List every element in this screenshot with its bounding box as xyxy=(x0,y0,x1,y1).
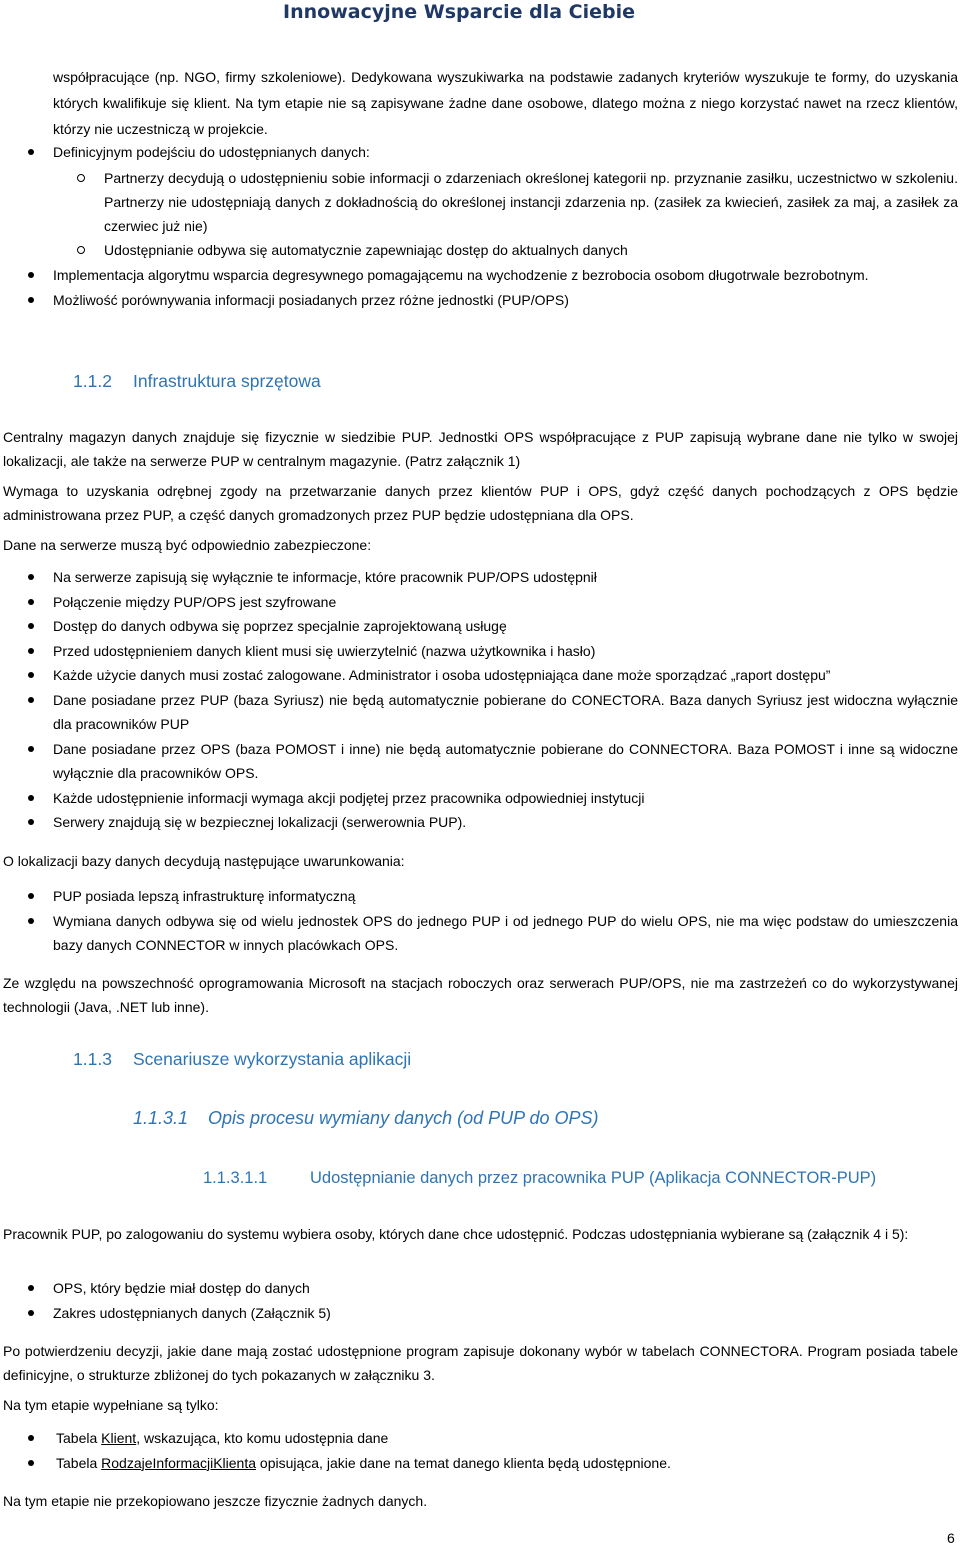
section-number: 1.1.3.1.1 xyxy=(203,1169,268,1187)
list-item xyxy=(0,810,958,835)
list-item-prefix: Tabela xyxy=(56,1454,102,1471)
bullet-text: Możliwość porównywania informacji posiadanych przez różne jednostki (PUP/OPS) xyxy=(53,292,569,308)
paragraph-final: Na tym etapie nie przekopiowano jeszcze fizycznie żadnych danych. xyxy=(3,1493,428,1509)
list-item xyxy=(0,140,958,262)
section-number: 1.1.2 xyxy=(73,371,112,391)
paragraph-security-intro: Dane na serwerze muszą być odpowiednio zabezpieczone: xyxy=(3,537,372,553)
bullet-icon xyxy=(28,574,34,580)
circle-bullet-icon xyxy=(77,174,85,182)
list-item xyxy=(0,1276,958,1301)
section-title: Scenariusze wykorzystania aplikacji xyxy=(133,1049,412,1069)
list-item xyxy=(0,884,958,909)
list-item-text: Połączenie między PUP/OPS jest szyfrowane xyxy=(53,593,337,610)
list-item xyxy=(0,288,958,312)
list-item-text: Każde udostępnienie informacji wymaga akcji podjętej przez pracownika odpowiedniej instytucji xyxy=(53,789,645,806)
list-item-text: Na serwerze zapisują się wyłącznie te informacje, które pracownik PUP/OPS udostępnił xyxy=(53,569,597,585)
list-item xyxy=(0,263,958,287)
bullet-icon xyxy=(28,599,34,605)
bullet-icon xyxy=(28,272,34,278)
sub-bullet-text: Udostępnianie odbywa się automatycznie zapewniając dostęp do aktualnych danych xyxy=(104,242,628,258)
section-heading-1-1-3 xyxy=(73,1047,411,1071)
section-title: Udostępnianie danych przez pracownika PUP (Aplikacja CONNECTOR-PUP) xyxy=(310,1169,877,1187)
list-item-text: Każde użycie danych musi zostać zalogowane. Administrator i osoba udostępniająca dane może sporządzać „raport dostępu” xyxy=(53,667,831,683)
paragraph-technology: Ze względu na powszechność oprogramowania Microsoft na stacjach roboczych oraz serwerach PUP/OPS, nie ma zastrzeżeń co do wykorzystywanej technologii (Java, .NET lub inne). xyxy=(3,975,958,1015)
sub-list-item xyxy=(0,166,958,238)
list-item xyxy=(0,909,958,958)
list-item xyxy=(0,590,958,615)
list-item-prefix: Tabela xyxy=(56,1430,102,1446)
table-name-rodzaje: RodzajeInformacjiKlienta xyxy=(101,1454,257,1471)
security-list xyxy=(0,565,958,835)
list-item-text: Wymiana danych odbywa się od wielu jednostek OPS do jednego PUP i od jednego PUP do wielu OPS, nie ma więc podstaw do umieszczenia bazy danych CONNECTOR w innych placówkach OPS. xyxy=(53,912,958,953)
list-item xyxy=(0,639,958,664)
section-title: Infrastruktura sprzętowa xyxy=(133,371,321,391)
list-item-text: Dane posiadane przez OPS (baza POMOST i inne) nie będą automatycznie pobierane do CONNECTORA. Baza POMOST i inne są widoczne wyłącznie dla pracowników OPS. xyxy=(53,740,958,781)
bullet-icon xyxy=(28,1285,34,1291)
bullet-text: Implementacja algorytmu wsparcia degresywnego pomagającemu na wychodzenie z bezrobocia osobom długotrwale bezrobotnym. xyxy=(53,267,869,283)
list-item xyxy=(0,565,958,590)
list-item xyxy=(0,786,958,811)
bullet-icon xyxy=(28,1435,34,1441)
intro-continuation: współpracujące (np. NGO, firmy szkoleniowe). Dedykowana wyszukiwarka na podstawie zadanych kryteriów wyszukuje te formy, do uzyskania których kwalifikuje się klient. Na tym etapie nie są zapisywane żadne dane osobowe, dlatego można z niego korzystać nawet na rzecz klientów, którzy nie uczestniczą w projekcie. xyxy=(53,69,958,137)
bullet-icon xyxy=(28,623,34,629)
list-item-text: Zakres udostępnianych danych (Załącznik 5) xyxy=(53,1304,331,1321)
bullet-text: Definicyjnym podejściu do udostępnianych danych: xyxy=(53,144,370,160)
sub-list-item xyxy=(0,238,958,262)
bullet-icon xyxy=(28,149,34,155)
bullet-icon xyxy=(28,795,34,801)
bullet-icon xyxy=(28,672,34,678)
bullet-icon xyxy=(28,1310,34,1316)
header-title: Innowacyjne Wsparcie dla Ciebie xyxy=(283,1,635,23)
list-item-text: Dostęp do danych odbywa się poprzez specjalnie zaprojektowaną usługę xyxy=(53,618,507,634)
paragraph-stage-fill: Na tym etapie wypełniane są tylko: xyxy=(3,1397,219,1413)
list-item-suffix: opisująca, jakie dane na temat danego klienta będą udostępnione. xyxy=(256,1454,671,1471)
section-title: Opis procesu wymiany danych (od PUP do OPS) xyxy=(208,1108,599,1128)
top-bullet-list xyxy=(0,140,958,312)
section-number: 1.1.3.1 xyxy=(133,1108,189,1128)
list-item-text: Przed udostępnieniem danych klient musi się uwierzytelnić (nazwa użytkownika i hasło) xyxy=(53,642,596,659)
list-item-text: OPS, który będzie miał dostęp do danych xyxy=(53,1280,310,1296)
table-list xyxy=(0,1426,958,1475)
list-item xyxy=(0,1301,958,1326)
pup-selection-list xyxy=(0,1276,958,1325)
section-heading-1-1-3-1 xyxy=(133,1106,599,1130)
bullet-icon xyxy=(28,819,34,825)
sub-bullet-text: Partnerzy decydują o udostępnieniu sobie informacji o zdarzeniach określonej kategorii np. przyznanie zasiłku, uczestnictwo w szkoleniu. Partnerzy nie udostępniają danych z dokładnością do określonej instancji zdarzenia np. (zasiłek za kwiecień, zasiłek za maj, a zasiłek za czerwiec już nie) xyxy=(104,170,958,234)
bullet-icon xyxy=(28,918,34,924)
paragraph-pup-worker: Pracownik PUP, po zalogowaniu do systemu wybiera osoby, których dane chce udostępnić. Podczas udostępniania wybierane są (załącznik 4 i 5): xyxy=(3,1226,909,1242)
list-item xyxy=(0,663,958,688)
list-item-suffix: , wskazująca, kto komu udostępnia dane xyxy=(136,1430,389,1446)
page-number: 6 xyxy=(947,1530,955,1543)
bullet-icon xyxy=(28,893,34,899)
section-heading-1-1-3-1-1 xyxy=(203,1166,876,1190)
table-name-klient: Klient xyxy=(101,1430,137,1446)
bullet-icon xyxy=(28,297,34,303)
section-heading-1-1-2 xyxy=(73,369,321,393)
list-item-text: Dane posiadane przez PUP (baza Syriusz) nie będą automatycznie pobierane do CONECTORA. Baza danych Syriusz jest widoczna wyłącznie dla pracowników PUP xyxy=(53,691,958,732)
section-number: 1.1.3 xyxy=(73,1049,112,1069)
list-item-text: PUP posiada lepszą infrastrukturę informatyczną xyxy=(53,888,356,904)
bullet-icon xyxy=(28,746,34,752)
paragraph-storage: Centralny magazyn danych znajduje się fizycznie w siedzibie PUP. Jednostki OPS współpracujące z PUP zapisują wybrane dane nie tylko w swojej lokalizacji, ale także na serwerze PUP w centralnym magazynie. (Patrz załącznik 1) xyxy=(3,429,958,469)
list-item-text: Serwery znajdują się w bezpiecznej lokalizacji (serwerownia PUP). xyxy=(53,814,467,830)
circle-bullet-icon xyxy=(77,246,85,254)
bullet-icon xyxy=(28,648,34,654)
paragraph-confirm: Po potwierdzeniu decyzji, jakie dane mają zostać udostępnione program zapisuje dokonany wybór w tabelach CONNECTORA. Program posiada tabele definicyjne, o strukturze zbliżonej do tych pokazanych w załączniku 3. xyxy=(3,1343,958,1383)
page-header xyxy=(0,0,960,26)
bullet-icon xyxy=(28,697,34,703)
list-item xyxy=(0,1426,958,1451)
paragraph-location-intro: O lokalizacji bazy danych decydują następujące uwarunkowania: xyxy=(3,853,405,869)
bullet-icon xyxy=(28,1460,34,1466)
list-item xyxy=(0,614,958,639)
list-item xyxy=(0,737,958,786)
paragraph-consent: Wymaga to uzyskania odrębnej zgody na przetwarzanie danych przez klientów PUP i OPS, gdyż część danych pochodzących z OPS będzie administrowana przez PUP, a część danych gromadzonych przez PUP będzie udostępniana dla OPS. xyxy=(3,483,958,523)
list-item xyxy=(0,688,958,737)
location-list xyxy=(0,884,958,958)
list-item xyxy=(0,1451,958,1476)
